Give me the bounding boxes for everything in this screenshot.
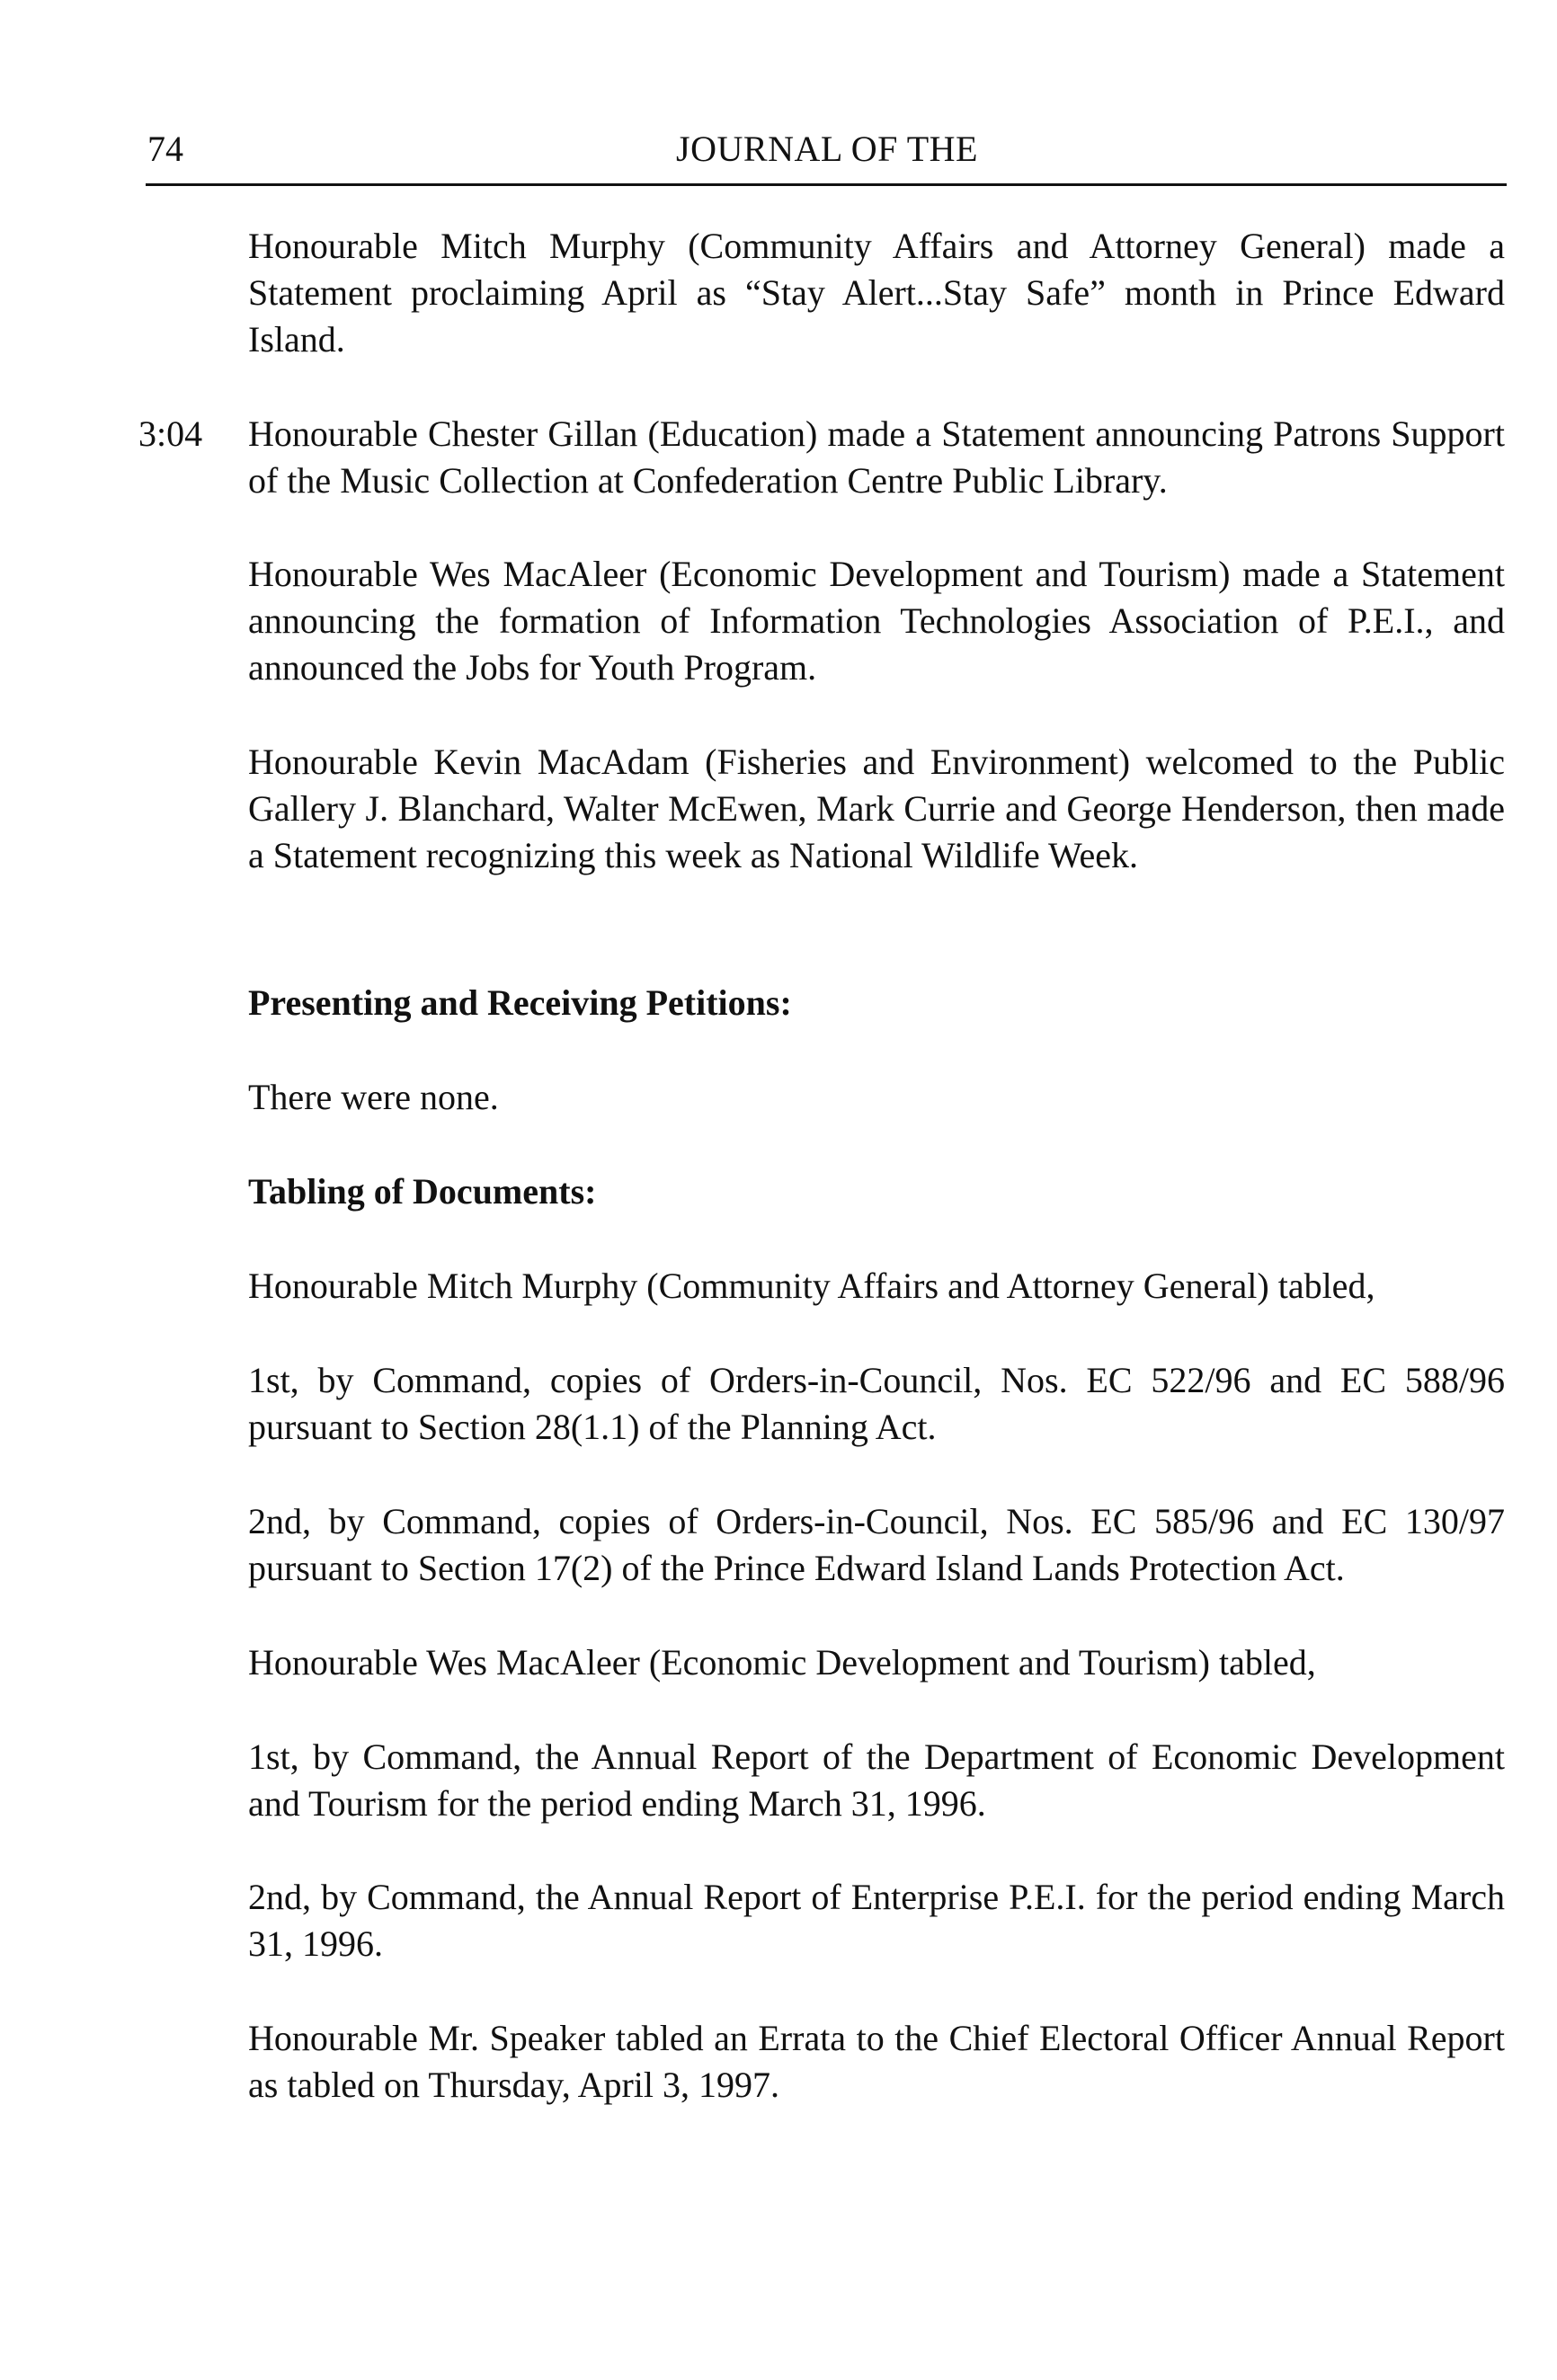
running-head xyxy=(147,124,1507,174)
tabling-item-murphy-2nd: 2nd, by Command, copies of Orders-in-Council, Nos. EC 585/96 and EC 130/97 pursuant to Section 17(2) of the Prince Edward Island Lands Protection Act. xyxy=(248,1501,1505,1588)
tabling-item-macaleer: Honourable Wes MacAleer (Economic Development and Tourism) tabled, xyxy=(248,1642,1316,1683)
header-rule xyxy=(146,183,1507,186)
tabling-item-murphy: Honourable Mitch Murphy (Community Affairs and Attorney General) tabled, xyxy=(248,1265,1375,1306)
tabling-item-speaker: Honourable Mr. Speaker tabled an Errata to the Chief Electoral Officer Annual Report as tabled on Thursday, April 3, 1997. xyxy=(248,2018,1505,2105)
statement-timestamp: 3:04 xyxy=(138,413,203,454)
tabling-item-macaleer-2nd: 2nd, by Command, the Annual Report of Enterprise P.E.I. for the period ending March 31, 1996. xyxy=(248,1877,1505,1964)
journal-title: JOURNAL OF THE xyxy=(676,129,978,169)
tabling-item-murphy-1st: 1st, by Command, copies of Orders-in-Council, Nos. EC 522/96 and EC 588/96 pursuant to Section 28(1.1) of the Planning Act. xyxy=(248,1360,1505,1447)
statement-text: Honourable Kevin MacAdam (Fisheries and Environment) welcomed to the Public Gallery J. Blanchard, Walter McEwen, Mark Currie and George Henderson, then made a Statement recognizing this week as National Wildlife Week. xyxy=(248,742,1505,875)
tabling-item-macaleer-1st: 1st, by Command, the Annual Report of the Department of Economic Development and Tourism for the period ending March 31, 1996. xyxy=(248,1736,1505,1824)
statement-text: Honourable Chester Gillan (Education) made a Statement announcing Patrons Support of the Music Collection at Confederation Centre Public Library. xyxy=(248,413,1505,501)
statement-murphy xyxy=(248,223,1505,363)
statement-text: Honourable Mitch Murphy (Community Affairs and Attorney General) made a Statement proclaiming April as “Stay Alert...Stay Safe” month in Prince Edward Island. xyxy=(248,226,1505,360)
tabling-heading: Tabling of Documents: xyxy=(248,1171,597,1212)
petitions-text: There were none. xyxy=(248,1077,499,1117)
page-number: 74 xyxy=(147,129,183,169)
statement-text: Honourable Wes MacAleer (Economic Development and Tourism) made a Statement announcing the formation of Information Technologies Association of P.E.I., and announced the Jobs for Youth Program. xyxy=(248,554,1505,688)
statement-gillan xyxy=(138,411,1505,504)
statement-macadam xyxy=(248,739,1505,879)
statement-macaleer xyxy=(248,551,1505,691)
petitions-heading: Presenting and Receiving Petitions: xyxy=(248,982,792,1023)
